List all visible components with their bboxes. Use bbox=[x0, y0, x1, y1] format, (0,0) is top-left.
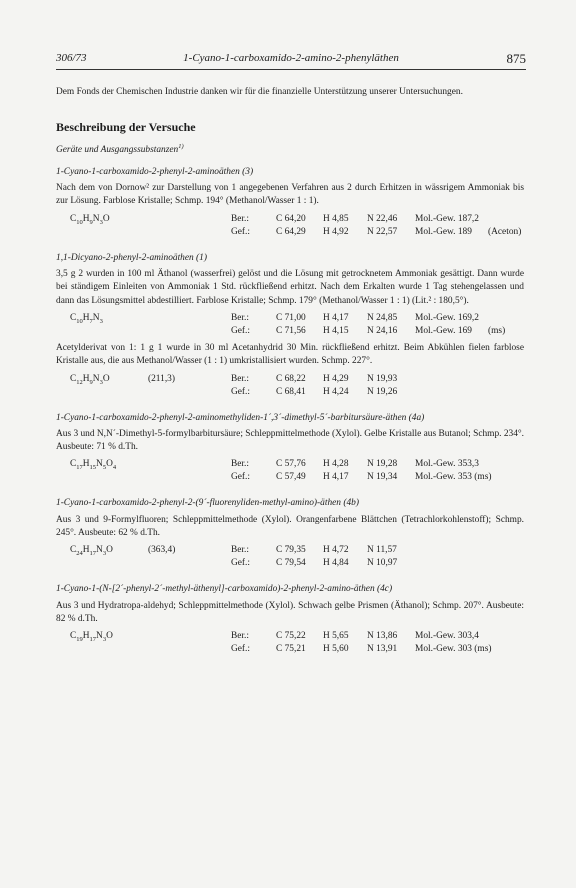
analysis-found: H 4,24 bbox=[323, 386, 349, 397]
analysis-found: C 68,41 bbox=[276, 386, 306, 397]
analysis-calculated: H 4,85 bbox=[323, 213, 349, 224]
running-header bbox=[56, 52, 526, 68]
subsection-heading: Geräte und Ausgangssubstanzen$^{1)}$ bbox=[56, 142, 184, 155]
analysis-found: C 71,56 bbox=[276, 325, 306, 336]
elemental-analysis bbox=[56, 373, 524, 401]
analysis-found: C 64,29 bbox=[276, 226, 306, 237]
analysis-found: Gef.: bbox=[231, 386, 251, 397]
analysis-calculated: N 11,57 bbox=[367, 545, 397, 556]
analysis-found: Gef.: bbox=[231, 472, 251, 483]
analysis-found: Gef.: bbox=[231, 644, 251, 655]
analysis-found: H 5,60 bbox=[323, 644, 349, 655]
analysis-found: (Aceton) bbox=[488, 226, 522, 237]
analysis-calculated: N 22,46 bbox=[367, 213, 398, 224]
analysis-calculated: Mol.-Gew. 169,2 bbox=[415, 312, 479, 323]
elemental-analysis bbox=[56, 458, 524, 486]
compound-heading: 1-Cyano-1-carboxamido-2-phenyl-2-aminomethyliden-1´,3´-dimethyl-5´-barbitursäure-äthen (4a) bbox=[56, 412, 425, 423]
compound-heading: 1-Cyano-1-carboxamido-2-phenyl-2-aminoäthen (3) bbox=[56, 166, 254, 177]
analysis-found: Gef.: bbox=[231, 558, 251, 569]
molecular-formula: $C_{10}H_9N_3O$ bbox=[70, 213, 110, 226]
page-number: 875 bbox=[506, 51, 526, 66]
analysis-found: H 4,15 bbox=[323, 325, 349, 336]
procedure-text: Nach dem von Dornow² zur Darstellung von 1 angegebenen Verfahren aus 2 durch Erhitzen in wässrigem Ammoniak bis zur Lösung. Farblose Kristalle; Schmp. 194° (Methanol/Wasser 1 : 1). bbox=[56, 183, 524, 207]
molecular-weight: (211,3) bbox=[148, 373, 175, 384]
analysis-found: H 4,17 bbox=[323, 472, 349, 483]
analysis-calculated: N 13,86 bbox=[367, 631, 398, 642]
analysis-calculated: Mol.-Gew. 353,3 bbox=[415, 459, 479, 470]
analysis-found: Gef.: bbox=[231, 325, 251, 336]
elemental-analysis bbox=[56, 630, 524, 658]
compound-heading: 1,1-Dicyano-2-phenyl-2-aminoäthen (1) bbox=[56, 252, 207, 263]
analysis-found: H 4,84 bbox=[323, 558, 349, 569]
analysis-found: (ms) bbox=[488, 325, 506, 336]
analysis-calculated: H 4,72 bbox=[323, 545, 349, 556]
analysis-calculated: H 5,65 bbox=[323, 631, 349, 642]
page-content bbox=[56, 86, 524, 660]
analysis-found: N 13,91 bbox=[367, 644, 398, 655]
analysis-found: Mol.-Gew. 303 (ms) bbox=[415, 644, 492, 655]
procedure-text: Aus 3 und 9-Formylfluoren; Schleppmittelmethode (Xylol). Orangenfarbene Blättchen (Tetrachlorkohlenstoff); Schmp. 245°. Ausbeute: 62 % d.Th. bbox=[56, 514, 524, 539]
analysis-calculated: Mol.-Gew. 187,2 bbox=[415, 213, 479, 224]
analysis-calculated: C 79,35 bbox=[276, 545, 306, 556]
molecular-formula: $C_{19}H_{17}N_3O$ bbox=[70, 631, 113, 644]
running-title: 1-Cyano-1-carboxamido-2-amino-2-phenyläthen bbox=[183, 52, 399, 64]
analysis-calculated: C 64,20 bbox=[276, 213, 306, 224]
compound-heading: 1-Cyano-1-(N-[2´-phenyl-2´-methyl-äthenyl]-carboxamido)-2-phenyl-2-amino-äthen (4c) bbox=[56, 584, 393, 595]
elemental-analysis bbox=[56, 544, 524, 572]
analysis-calculated: Ber.: bbox=[231, 373, 249, 384]
compound-list bbox=[56, 166, 524, 658]
molecular-formula: $C_{12}H_9N_3O$ bbox=[70, 373, 110, 386]
analysis-found: Mol.-Gew. 353 (ms) bbox=[415, 472, 492, 483]
analysis-calculated: Ber.: bbox=[231, 631, 249, 642]
analysis-calculated: H 4,17 bbox=[323, 312, 349, 323]
analysis-calculated: Ber.: bbox=[231, 312, 249, 323]
analysis-found: C 75,21 bbox=[276, 644, 306, 655]
analysis-calculated: H 4,29 bbox=[323, 373, 349, 384]
molecular-formula: $C_{17}H_{15}N_5O_4$ bbox=[70, 459, 117, 472]
analysis-calculated: C 75,22 bbox=[276, 631, 306, 642]
analysis-found: N 10,97 bbox=[367, 558, 398, 569]
analysis-calculated: N 19,93 bbox=[367, 373, 398, 384]
analysis-found: N 19,26 bbox=[367, 386, 398, 397]
analysis-calculated: Ber.: bbox=[231, 213, 249, 224]
analysis-calculated: Mol.-Gew. 303,4 bbox=[415, 631, 479, 642]
elemental-analysis bbox=[56, 213, 524, 241]
analysis-found: Mol.-Gew. 189 bbox=[415, 226, 472, 237]
analysis-found: H 4,92 bbox=[323, 226, 349, 237]
analysis-calculated: C 71,00 bbox=[276, 312, 306, 323]
analysis-calculated: N 19,28 bbox=[367, 459, 398, 470]
analysis-calculated: Ber.: bbox=[231, 459, 249, 470]
analysis-found: Gef.: bbox=[231, 226, 251, 237]
analysis-found: N 19,34 bbox=[367, 472, 398, 483]
analysis-found: Mol.-Gew. 169 bbox=[415, 325, 472, 336]
procedure-text: Aus 3 und N,N´-Dimethyl-5-formylbarbitursäure; Schleppmittelmethode (Xylol). Gelbe Kristalle aus Butanol; Schmp. 234°. Ausbeute: 71 % d.Th. bbox=[56, 428, 524, 453]
compound-heading: 1-Cyano-1-carboxamido-2-phenyl-2-(9´-fluorenyliden-methyl-amino)-äthen (4b) bbox=[56, 498, 359, 509]
analysis-found: N 24,16 bbox=[367, 325, 398, 336]
section-title: Beschreibung der Versuche bbox=[56, 120, 196, 135]
molecular-formula: $C_{10}H_7N_3$ bbox=[70, 312, 103, 325]
analysis-calculated: N 24,85 bbox=[367, 312, 398, 323]
analysis-found: C 57,49 bbox=[276, 472, 306, 483]
analysis-calculated: Ber.: bbox=[231, 545, 249, 556]
analysis-calculated: C 57,76 bbox=[276, 459, 306, 470]
header-rule bbox=[56, 69, 526, 70]
analysis-calculated: C 68,22 bbox=[276, 373, 306, 384]
acknowledgement: Dem Fonds der Chemischen Industrie danken wir für die finanzielle Unterstützung unserer Untersuchungen. bbox=[56, 87, 463, 97]
analysis-found: N 22,57 bbox=[367, 226, 398, 237]
analysis-calculated: H 4,28 bbox=[323, 459, 349, 470]
elemental-analysis bbox=[56, 312, 524, 340]
molecular-weight: (363,4) bbox=[148, 545, 176, 556]
procedure-text: Acetylderivat von 1: 1 g 1 wurde in 30 ml Acetanhydrid 30 Min. rückfließend erhitzt. Beim Abkühlen fielen farblose Kristalle aus, die aus Methanol/Wasser (1 : 1) umkristallisiert wurden. Schmp. 227°. bbox=[56, 342, 524, 367]
analysis-found: C 79,54 bbox=[276, 558, 306, 569]
page-ref: 306/73 bbox=[56, 52, 87, 64]
procedure-text: Aus 3 und Hydratropa-aldehyd; Schleppmittelmethode (Xylol). Schwach gelbe Prismen (Äthanol); Schmp. 207°. Ausbeute: 82 % d.Th. bbox=[56, 600, 524, 624]
procedure-text: 3,5 g 2 wurden in 100 ml Äthanol (wasserfrei) gelöst und die Lösung mit getrocknetem Ammoniak gesättigt. Dann wurde bei ständigem Einleiten von Ammoniak 1 Std. rückfließend erhitzt. Nach dem Erkalten wurde 1 Tag stehengelassen und dann das Lösungsmittel abdestilliert. Farblose Kristalle; Schmp. 179° (Methanol/Wasser 1 : 1) (Lit.² : 180,5°). bbox=[56, 269, 524, 306]
molecular-formula: $C_{24}H_{17}N_3O$ bbox=[70, 545, 113, 558]
